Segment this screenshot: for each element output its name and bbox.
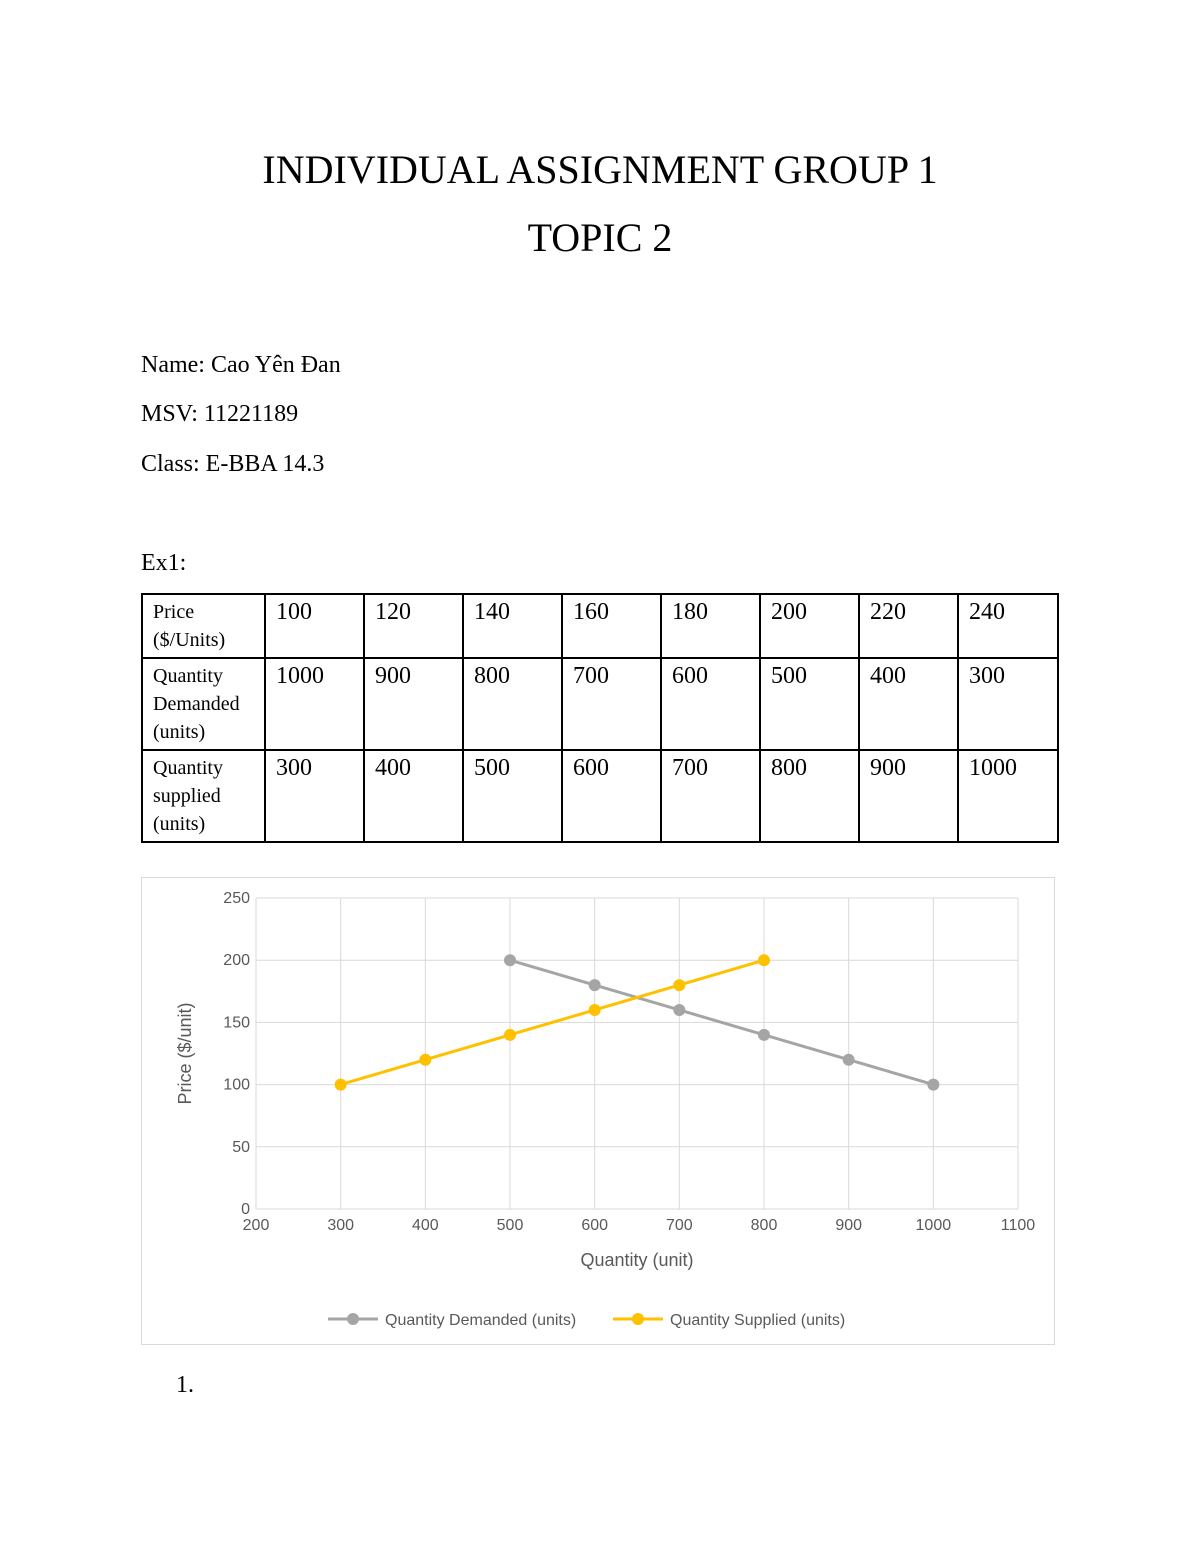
table-row-supply [142,750,1058,842]
chart-canvas [142,878,1056,1346]
table-cell: 180 [661,594,760,658]
x-tick-label: 1000 [915,1217,952,1234]
table-cell: 300 [958,658,1058,750]
table-cell: 120 [364,594,463,658]
table-cell: 1000 [265,658,364,750]
exercise-label: Ex1: [141,550,187,576]
data-point [589,1004,601,1016]
legend-marker [632,1313,644,1325]
x-tick-label: 200 [242,1217,270,1234]
table-cell: 400 [364,750,463,842]
data-point [504,1029,516,1041]
table-cell: 900 [859,750,958,842]
table-cell: 600 [562,750,661,842]
list-number: 1. [176,1372,194,1398]
x-tick-label: 500 [496,1217,524,1234]
supply-demand-chart [141,877,1055,1345]
student-class: Class: E-BBA 14.3 [141,451,325,477]
table-cell: 500 [463,750,562,842]
table-cell: 900 [364,658,463,750]
y-tick-label: 50 [232,1138,250,1156]
price-quantity-table [141,593,1059,843]
legend-marker [347,1313,359,1325]
table-row-demand [142,658,1058,750]
data-point [419,1054,431,1066]
data-point [673,1004,685,1016]
data-point [843,1054,855,1066]
table-cell: 800 [760,750,859,842]
data-point [758,954,770,966]
y-tick-label: 150 [223,1014,250,1032]
table-cell: 500 [760,658,859,750]
table-row-header: Quantity supplied (units) [142,750,265,842]
student-name: Name: Cao Yên Đan [141,352,341,378]
table-cell: 600 [661,658,760,750]
table-cell: 140 [463,594,562,658]
data-point [589,979,601,991]
y-tick-label: 250 [223,890,250,907]
data-point [335,1079,347,1091]
legend-label: Quantity Supplied (units) [670,1312,846,1329]
table-cell: 400 [859,658,958,750]
table-cell: 1000 [958,750,1058,842]
table-row-price [142,594,1058,658]
document-title: INDIVIDUAL ASSIGNMENT GROUP 1 [262,147,938,192]
table-cell: 300 [265,750,364,842]
data-point [758,1029,770,1041]
y-tick-label: 0 [241,1201,250,1218]
x-tick-label: 1100 [1000,1217,1036,1234]
x-axis-title: Quantity (unit) [580,1250,694,1270]
legend-label: Quantity Demanded (units) [385,1312,577,1329]
table-row-header: Price ($/Units) [142,594,265,658]
y-tick-label: 200 [223,952,250,970]
table-cell: 200 [760,594,859,658]
data-point [504,954,516,966]
data-point [673,979,685,991]
table-cell: 220 [859,594,958,658]
y-tick-label: 100 [223,1076,250,1094]
table-row-header: Quantity Demanded (units) [142,658,265,750]
x-tick-label: 600 [581,1217,609,1234]
student-id: MSV: 11221189 [141,401,299,427]
table-cell: 240 [958,594,1058,658]
table-cell: 160 [562,594,661,658]
x-tick-label: 800 [750,1217,778,1234]
data-point [927,1079,939,1091]
table-cell: 800 [463,658,562,750]
table-cell: 100 [265,594,364,658]
x-tick-label: 300 [327,1217,355,1234]
y-axis-title: Price ($/unit) [175,1002,195,1105]
x-tick-label: 900 [835,1217,863,1234]
table-cell: 700 [562,658,661,750]
x-tick-label: 400 [411,1217,439,1234]
table-cell: 700 [661,750,760,842]
x-tick-label: 700 [665,1217,693,1234]
document-subtitle: TOPIC 2 [527,215,673,260]
